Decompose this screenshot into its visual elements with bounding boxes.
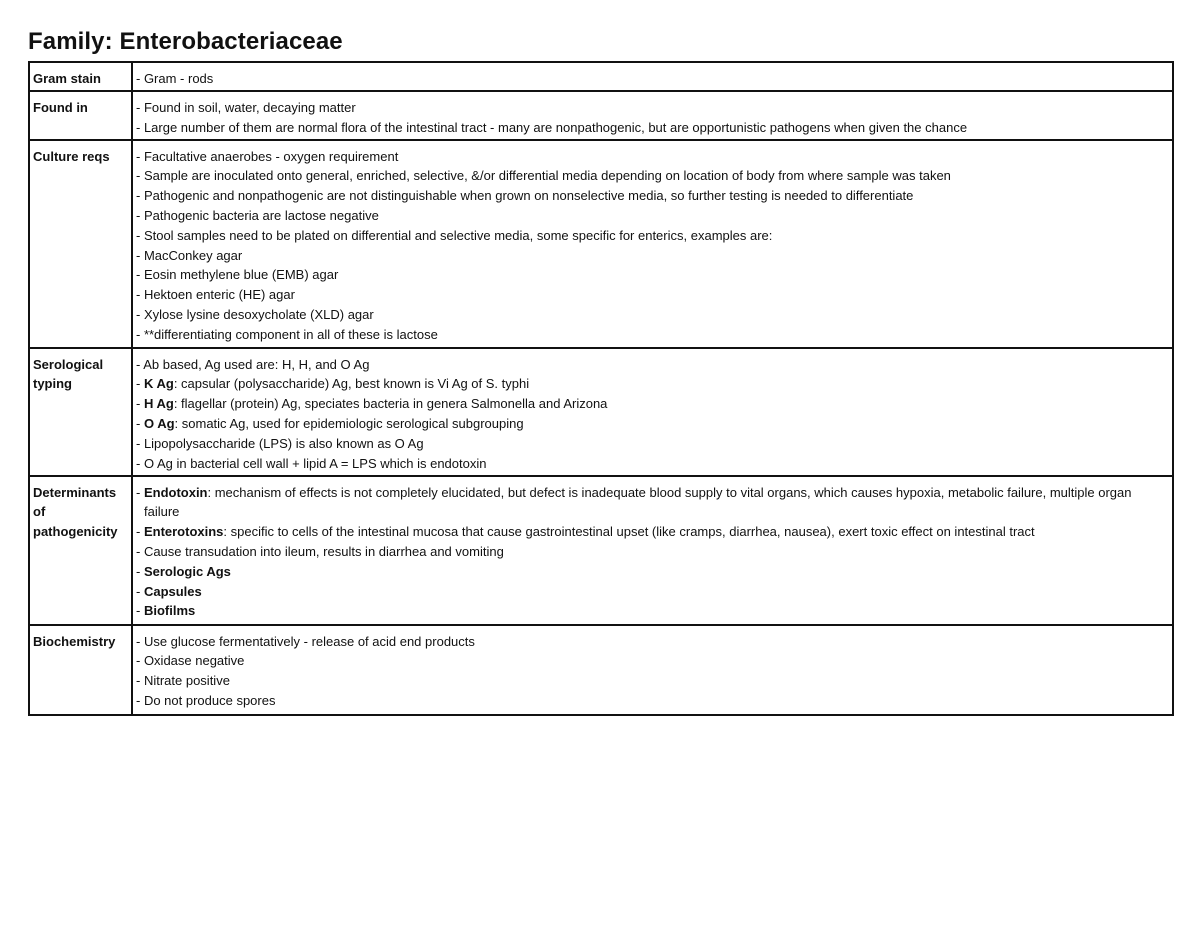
line-text: : flagellar (protein) Ag, speciates bacteria in genera Salmonella and Arizona xyxy=(173,396,608,412)
bold-term: H Ag xyxy=(143,396,174,412)
line-text: : specific to cells of the intestinal mucosa that cause gastrointestinal upset (like cramps, diarrhea, nausea), exert toxic effect on intestinal tract xyxy=(223,524,1035,540)
bullet-line xyxy=(136,632,1169,652)
bullet-line xyxy=(136,651,1169,671)
line-text: : mechanism of effects is not completely elucidated, but defect is inadequate blood supply to vital organs, which causes hypoxia, metabolic failure, multiple organ failure xyxy=(144,484,1132,520)
bullet-line xyxy=(136,285,1169,305)
line-text: - Gram - rods xyxy=(136,71,214,86)
bullet-line xyxy=(136,454,1169,474)
table-row xyxy=(29,625,1173,715)
bullet-line xyxy=(136,265,1169,285)
line-text: - Nitrate positive xyxy=(136,673,230,689)
bold-term: Serologic Ags xyxy=(143,563,231,579)
line-text: - Cause transudation into ileum, results in diarrhea and vomiting xyxy=(136,543,504,559)
bullet-line xyxy=(136,186,1169,206)
line-text: - Hektoen enteric (HE) agar xyxy=(136,287,295,303)
line-text: - Ab based, Ag used are: H, H, and O Ag xyxy=(136,356,370,372)
table-row xyxy=(29,91,1173,140)
table-row xyxy=(29,140,1173,348)
line-text: - Xylose lysine desoxycholate (XLD) agar xyxy=(136,306,374,322)
line-text: - Oxidase negative xyxy=(136,653,245,669)
page-title: Family: Enterobacteriaceae xyxy=(28,28,343,55)
line-text: - MacConkey agar xyxy=(136,247,243,263)
bullet-line xyxy=(136,206,1169,226)
line-text: : capsular (polysaccharide) Ag, best known is Vi Ag of S. typhi xyxy=(173,376,530,392)
table-row xyxy=(29,348,1173,476)
row-content xyxy=(132,348,1173,476)
line-text: - Lipopolysaccharide (LPS) is also known as O Ag xyxy=(136,435,424,451)
line-text: - **differentiating component in all of these is lactose xyxy=(136,326,438,342)
bold-term: Biofilms xyxy=(143,603,196,619)
bullet-line: - Endotoxin: mechanism of effects is not completely elucidated, but defect is inadequate blood supply to vital organs, which causes hypoxia, metabolic failure, multiple organ failure xyxy=(136,484,1132,520)
row-label: Gram stain xyxy=(29,62,132,91)
notes-table xyxy=(28,61,1174,716)
bullet-line xyxy=(136,226,1169,246)
bullet-line xyxy=(136,671,1169,691)
bullet-line xyxy=(136,69,1169,89)
bullet-line: - Capsules xyxy=(136,583,202,599)
row-label: Found in xyxy=(29,91,132,140)
line-text: - Pathogenic bacteria are lactose negative xyxy=(136,207,379,223)
bullet-line xyxy=(136,434,1169,454)
line-text: - O Ag in bacterial cell wall + lipid A = LPS which is endotoxin xyxy=(136,455,487,471)
bullet-line xyxy=(136,166,1169,186)
line-text: - Found in soil, water, decaying matter xyxy=(136,100,356,115)
table-row xyxy=(29,476,1173,625)
bold-term: K Ag xyxy=(143,376,174,392)
table-row xyxy=(29,62,1173,91)
row-content xyxy=(132,91,1173,140)
bullet-line xyxy=(136,325,1169,345)
line-text: - Eosin methylene blue (EMB) agar xyxy=(136,267,339,283)
bullet-line xyxy=(136,542,1169,562)
row-content xyxy=(132,62,1173,91)
table-body xyxy=(29,62,1173,715)
line-text: - Use glucose fermentatively - release of acid end products xyxy=(136,633,475,649)
bullet-line xyxy=(136,355,1169,375)
bullet-line xyxy=(136,118,1169,138)
row-label: Biochemistry xyxy=(29,625,132,715)
bullet-line: - Biofilms xyxy=(136,603,196,619)
row-label: Serological typing xyxy=(29,348,132,476)
row-label: Determinants of pathogenicity xyxy=(29,476,132,625)
bullet-line xyxy=(136,147,1169,167)
line-text: - Stool samples need to be plated on differential and selective media, some specific for enterics, examples are: xyxy=(136,227,773,243)
row-label: Culture reqs xyxy=(29,140,132,348)
bullet-line: - O Ag: somatic Ag, used for epidemiologic serological subgrouping xyxy=(136,415,524,431)
line-text: - Sample are inoculated onto general, enriched, selective, &/or differential media depending on location of body from where sample was taken xyxy=(136,168,951,184)
line-text: : somatic Ag, used for epidemiologic serological subgrouping xyxy=(174,415,524,431)
bold-term: Capsules xyxy=(143,583,202,599)
bullet-line: - Serologic Ags xyxy=(136,563,231,579)
bold-term: O Ag xyxy=(143,415,175,431)
line-text: - Pathogenic and nonpathogenic are not distinguishable when grown on nonselective media, so further testing is needed to differentiate xyxy=(136,188,914,204)
bullet-line xyxy=(136,691,1169,711)
bullet-line: - K Ag: capsular (polysaccharide) Ag, best known is Vi Ag of S. typhi xyxy=(136,376,530,392)
line-text: - Large number of them are normal flora of the intestinal tract - many are nonpathogenic, but are opportunistic pathogens when given the chance xyxy=(136,119,968,135)
row-content xyxy=(132,625,1173,715)
bullet-line: - Enterotoxins: specific to cells of the intestinal mucosa that cause gastrointestinal upset (like cramps, diarrhea, nausea), exert toxic effect on intestinal tract xyxy=(136,524,1035,540)
bold-term: Endotoxin xyxy=(143,484,208,500)
bullet-line xyxy=(136,246,1169,266)
bold-term: Enterotoxins xyxy=(143,524,224,540)
bullet-line xyxy=(136,98,1169,118)
bullet-line: - H Ag: flagellar (protein) Ag, speciates bacteria in genera Salmonella and Arizona xyxy=(136,396,608,412)
row-content xyxy=(132,476,1173,625)
row-content xyxy=(132,140,1173,348)
line-text: - Facultative anaerobes - oxygen requirement xyxy=(136,148,399,164)
bullet-line xyxy=(136,305,1169,325)
line-text: - Do not produce spores xyxy=(136,692,276,708)
